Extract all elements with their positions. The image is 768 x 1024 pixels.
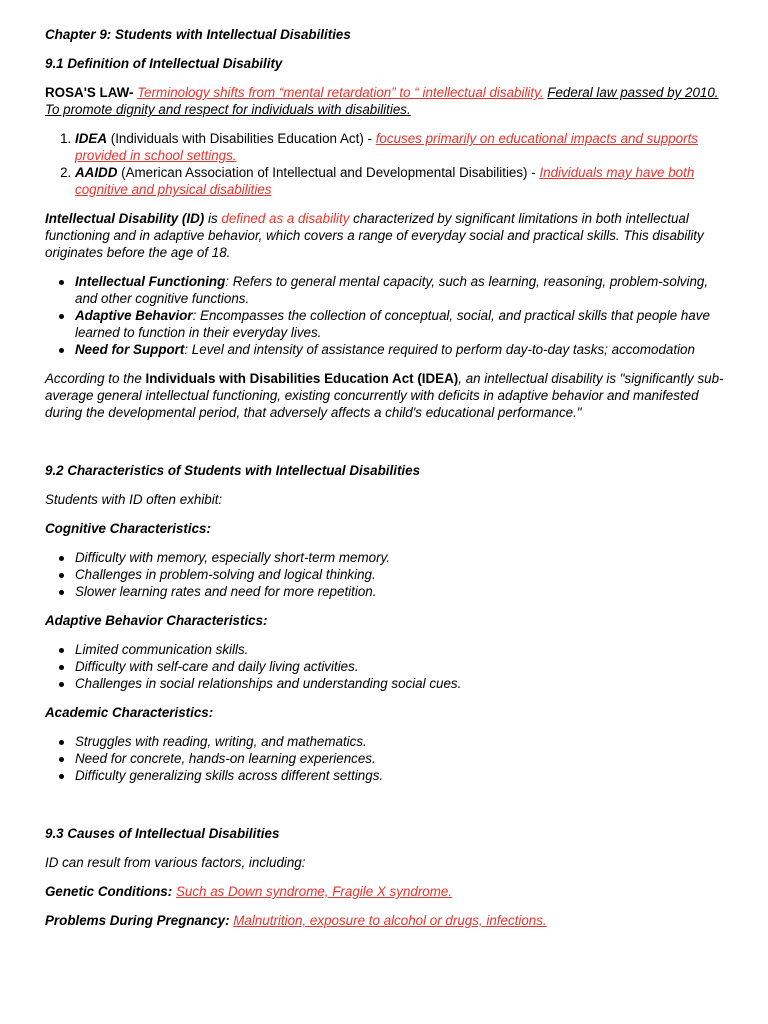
quote-pre: According to the	[45, 371, 142, 386]
group-title-adaptive: Adaptive Behavior Characteristics:	[45, 613, 268, 628]
section-intro: ID can result from various factors, including:	[45, 855, 306, 870]
spacer	[45, 796, 724, 825]
idea-quote-paragraph	[45, 370, 724, 421]
list-item: Difficulty with self-care and daily living activities.	[75, 658, 724, 675]
components-list	[45, 273, 724, 358]
component-term: Need for Support	[75, 342, 185, 357]
list-item: Difficulty generalizing skills across different settings.	[75, 767, 724, 784]
component-desc: : Level and intensity of assistance required to perform day-to-day tasks; accomodation	[184, 342, 695, 357]
section-intro: Students with ID often exhibit:	[45, 492, 223, 507]
section-heading-9-3: 9.3 Causes of Intellectual Disabilities	[45, 826, 280, 841]
list-item: Challenges in social relationships and understanding social cues.	[75, 675, 724, 692]
id-definition-paragraph	[45, 210, 724, 261]
organizations-list	[45, 130, 724, 198]
component-desc: : Refers to general mental capacity, such as learning, reasoning, problem-solving, and other cognitive functions.	[75, 274, 709, 306]
cause-label: Genetic Conditions:	[45, 884, 173, 899]
list-item	[75, 341, 724, 358]
cognitive-list	[45, 549, 724, 600]
list-item	[75, 307, 724, 341]
group-title-cognitive: Cognitive Characteristics:	[45, 521, 211, 536]
rosas-law-label: ROSA'S LAW-	[45, 85, 134, 100]
spacer	[45, 433, 724, 462]
group-title-academic: Academic Characteristics:	[45, 705, 214, 720]
org-abbr: AAIDD	[75, 165, 118, 180]
org-full-name: (Individuals with Disabilities Education Act) -	[110, 131, 372, 146]
quote-act-name: Individuals with Disabilities Education Act (IDEA)	[145, 371, 459, 386]
cause-detail: Such as Down syndrome, Fragile X syndrome.	[175, 884, 453, 899]
list-item-idea	[75, 130, 724, 164]
list-item-aaidd	[75, 164, 724, 198]
adaptive-list	[45, 641, 724, 692]
cause-genetic	[45, 883, 724, 900]
rosas-law-paragraph	[45, 84, 724, 118]
org-note: focuses primarily on educational impacts and supports provided in school settings.	[75, 131, 698, 163]
id-defined-highlight: defined as a disability	[221, 211, 350, 226]
list-item	[75, 273, 724, 307]
chapter-title: Chapter 9: Students with Intellectual Disabilities	[45, 27, 351, 42]
academic-list	[45, 733, 724, 784]
org-abbr: IDEA	[75, 131, 107, 146]
list-item: Need for concrete, hands-on learning experiences.	[75, 750, 724, 767]
quote-post: , an intellectual disability is "significantly sub-average general intellectual functioning, existing concurrently with deficits in adaptive behavior and manifested during the developmental period, that adversely affects a child's educational performance."	[45, 371, 724, 420]
id-is: is	[207, 211, 218, 226]
list-item: Struggles with reading, writing, and mathematics.	[75, 733, 724, 750]
section-heading-9-2: 9.2 Characteristics of Students with Intellectual Disabilities	[45, 463, 421, 478]
org-note: Individuals may have both cognitive and physical disabilities	[75, 165, 695, 197]
component-desc: : Encompasses the collection of conceptual, social, and practical skills that people have learned to function in their everyday lives.	[75, 308, 710, 340]
component-term: Intellectual Functioning	[75, 274, 226, 289]
cause-pregnancy	[45, 912, 724, 929]
list-item: Challenges in problem-solving and logical thinking.	[75, 566, 724, 583]
section-heading-9-1: 9.1 Definition of Intellectual Disability	[45, 56, 283, 71]
list-item: Limited communication skills.	[75, 641, 724, 658]
id-term: Intellectual Disability (ID)	[45, 211, 205, 226]
id-definition-rest: characterized by significant limitations in both intellectual functioning and in adaptive behavior, which covers a range of everyday social and practical skills. This disability originates before the age of 18.	[45, 211, 704, 260]
list-item: Difficulty with memory, especially short-term memory.	[75, 549, 724, 566]
list-item: Slower learning rates and need for more repetition.	[75, 583, 724, 600]
org-full-name: (American Association of Intellectual and Developmental Disabilities) -	[121, 165, 536, 180]
rosas-law-highlight: Terminology shifts from “mental retardation” to “ intellectual disability.	[137, 85, 544, 100]
cause-detail: Malnutrition, exposure to alcohol or drugs, infections.	[233, 913, 547, 928]
cause-label: Problems During Pregnancy:	[45, 913, 230, 928]
rosas-law-detail: Federal law passed by 2010. To promote dignity and respect for individuals with disabilities.	[45, 85, 719, 117]
component-term: Adaptive Behavior	[75, 308, 193, 323]
